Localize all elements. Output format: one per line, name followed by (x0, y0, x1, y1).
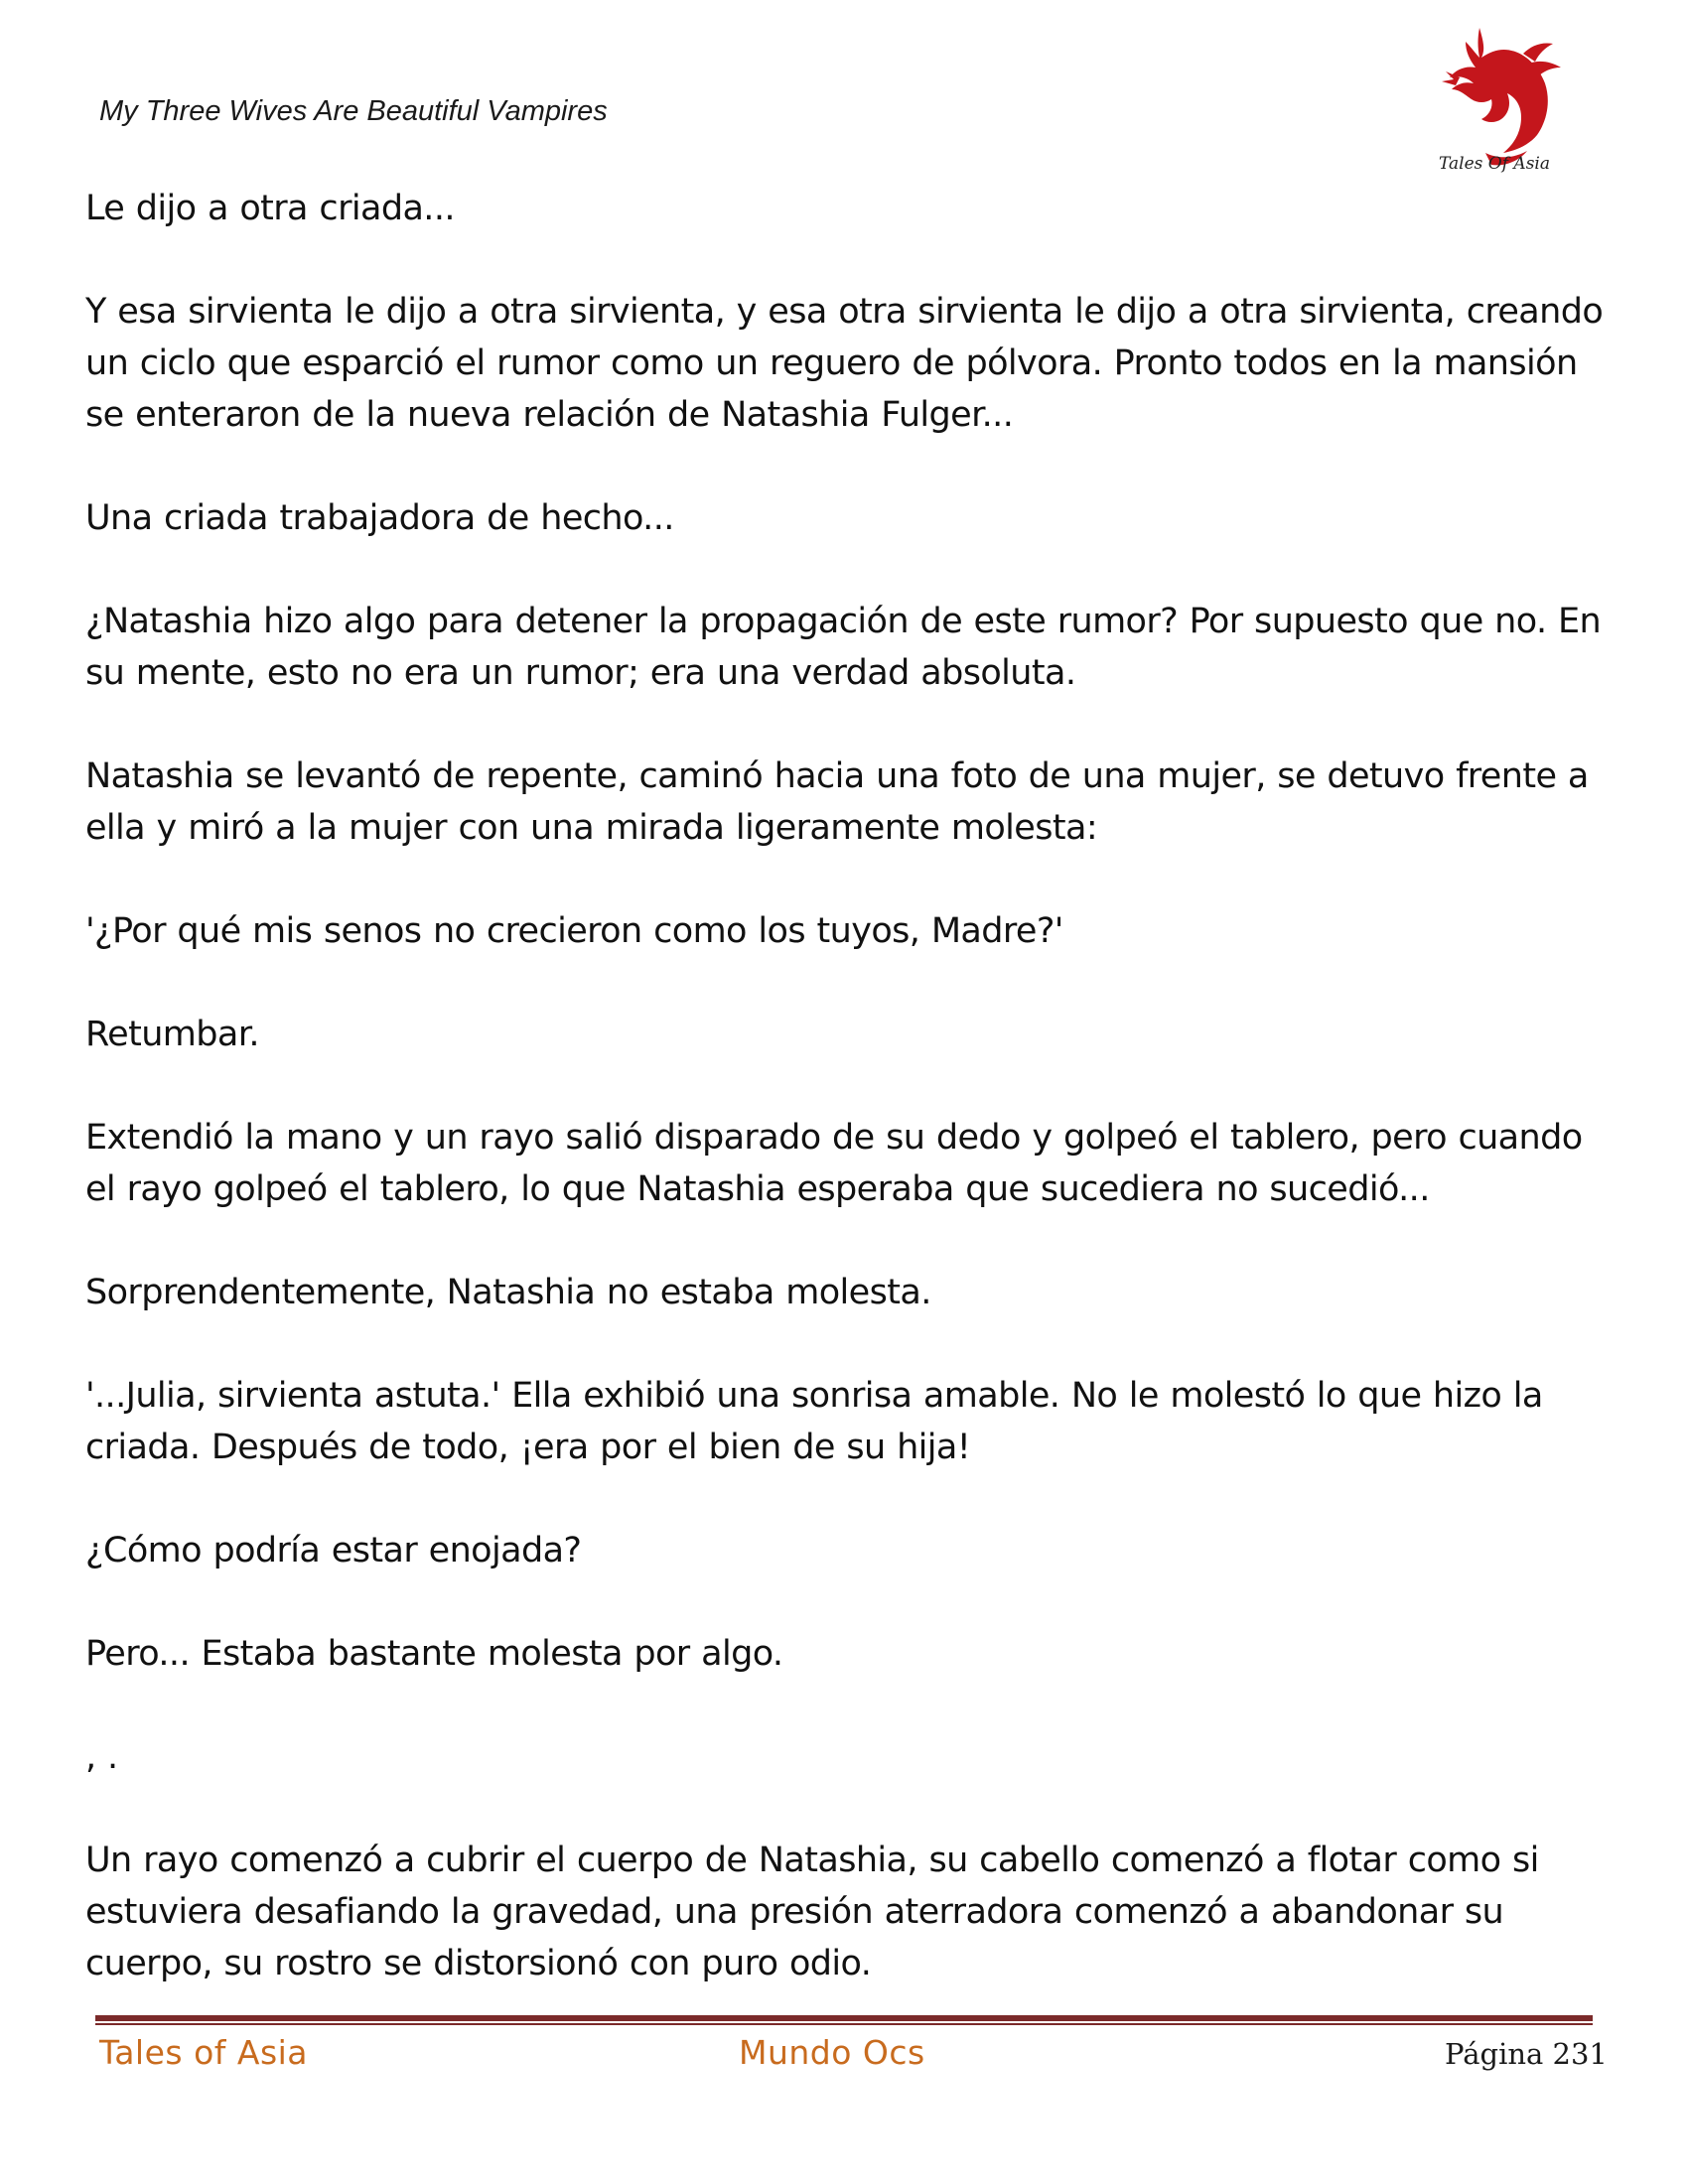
paragraph: Extendió la mano y un rayo salió disparado de su dedo y golpeó el tablero, pero cuando el rayo golpeó el tablero, lo que Natashia esperaba que sucediera no sucedió... (85, 1118, 1583, 1209)
tales-of-asia-logo (1420, 20, 1569, 184)
paragraph: Y esa sirvienta le dijo a otra sirvienta, y esa otra sirvienta le dijo a otra sirvienta, creando un ciclo que esparció el rumor como un reguero de pólvora. Pronto todos en la mansión se enteraron de la nueva relación de Natashia Fulger... (85, 292, 1604, 435)
paragraph: Natashia se levantó de repente, caminó hacia una foto de una mujer, se detuvo frente a ella y miró a la mujer con una mirada ligeramente molesta: (85, 756, 1589, 848)
footer-divider-thin (95, 2023, 1593, 2025)
paragraph: Sorprendentemente, Natashia no estaba molesta. (85, 1273, 931, 1312)
red-dragon-head-icon (1442, 28, 1561, 165)
paragraph: '...Julia, sirvienta astuta.' Ella exhibió una sonrisa amable. No le molestó lo que hizo la criada. Después de todo, ¡era por el bien de su hija! (85, 1376, 1543, 1467)
paragraph: Pero... Estaba bastante molesta por algo. (85, 1634, 783, 1674)
paragraph: Un rayo comenzó a cubrir el cuerpo de Natashia, su cabello comenzó a flotar como si estuviera desafiando la gravedad, una presión aterradora comenzó a abandonar su cuerpo, su rostro se distorsionó con puro odio. (85, 1841, 1539, 1983)
footer-site-name: Tales of Asia (99, 2033, 309, 2072)
paragraph: Una criada trabajadora de hecho... (85, 498, 674, 538)
paragraph: ¿Natashia hizo algo para detener la propagación de este rumor? Por supuesto que no. En su mente, esto no era un rumor; era una verdad absoluta. (85, 602, 1602, 693)
paragraph: '¿Por qué mis senos no crecieron como los tuyos, Madre?' (85, 911, 1063, 951)
page-number: Página 231 (1445, 2037, 1608, 2071)
logo-text: Tales Of Asia (1439, 154, 1550, 174)
footer-divider-thick (95, 2015, 1593, 2021)
footer-divider (95, 2015, 1593, 2025)
footer-section-name: Mundo Ocs (739, 2033, 925, 2072)
paragraph: ¿Cómo podría estar enojada? (85, 1531, 582, 1570)
paragraph: Retumbar. (85, 1015, 259, 1054)
paragraph: , . (85, 1737, 118, 1777)
running-header-title: My Three Wives Are Beautiful Vampires (99, 95, 608, 127)
chapter-body (85, 183, 1615, 2041)
paragraph: Le dijo a otra criada... (85, 189, 455, 228)
